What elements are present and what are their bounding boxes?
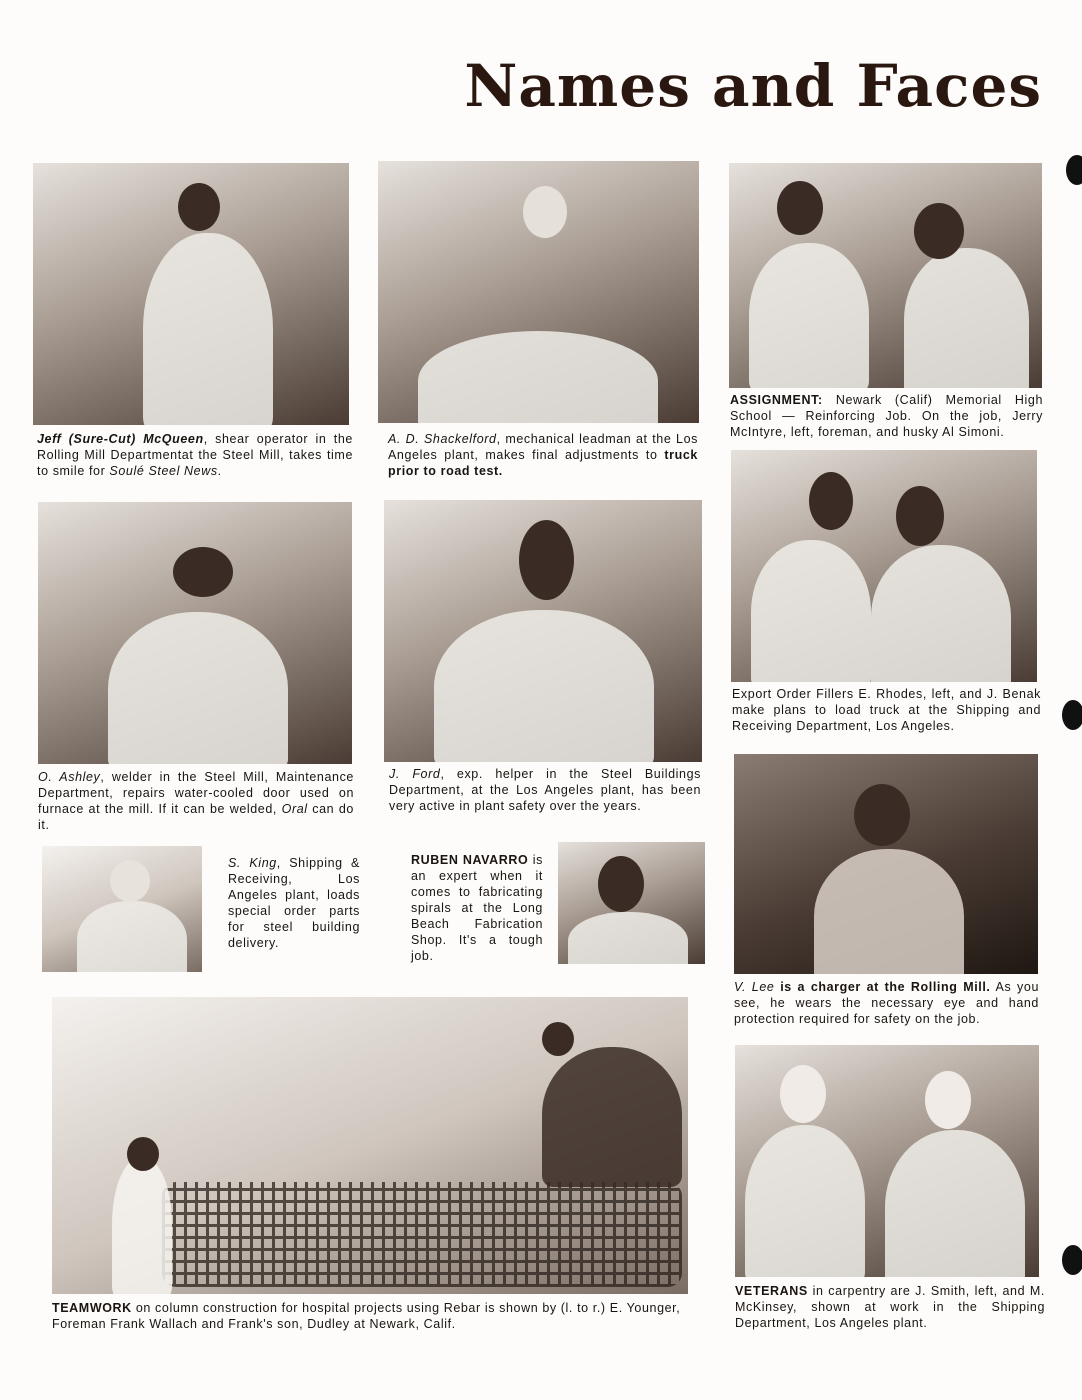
caption-ford: J. Ford, exp. helper in the Steel Buildings Department, at the Los Angeles plant, has been very active in plant safety over the years. bbox=[389, 767, 702, 813]
binder-hole bbox=[1066, 155, 1082, 185]
binder-hole bbox=[1062, 700, 1082, 730]
photo-export bbox=[731, 450, 1037, 682]
caption-shackelford: A. D. Shackelford, mechanical leadman at the Los Angeles plant, makes final adjustments to truck prior to road test. bbox=[388, 432, 699, 478]
photo-navarro bbox=[558, 842, 705, 964]
photo-mcqueen bbox=[33, 163, 349, 425]
photo-ashley bbox=[38, 502, 352, 764]
photo-shackelford bbox=[378, 161, 699, 423]
caption-assignment: ASSIGNMENT: Newark (Calif) Memorial High School — Reinforcing Job. On the job, Jerry McIntyre, left, foreman, and husky Al Simoni. bbox=[730, 393, 1043, 439]
photo-ford bbox=[384, 500, 702, 762]
caption-teamwork: TEAMWORK on column construction for hospital projects using Rebar is shown by (l. to r.) E. Younger, Foreman Frank Wallach and Frank's son, Dudley at Newark, Calif. bbox=[52, 1301, 681, 1331]
binder-hole bbox=[1062, 1245, 1082, 1275]
photo-lee bbox=[734, 754, 1038, 974]
caption-mcqueen: Jeff (Sure-Cut) McQueen, shear operator in the Rolling Mill Departmentat the Steel Mill, takes time to smile for Soulé Steel News. bbox=[37, 432, 353, 478]
caption-king: S. King, Shipping & Receiving, Los Angeles plant, loads special order parts for steel building delivery. bbox=[228, 856, 360, 950]
photo-teamwork bbox=[52, 997, 688, 1294]
page-title: Names and Faces bbox=[464, 52, 1042, 120]
photo-veterans bbox=[735, 1045, 1039, 1277]
caption-navarro: RUBEN NAVARRO is an expert when it comes to fabricating spirals at the Long Beach Fabrication Shop. It's a tough job. bbox=[411, 853, 543, 963]
photo-king bbox=[42, 846, 202, 972]
caption-export: Export Order Fillers E. Rhodes, left, and J. Benak make plans to load truck at the Shipping and Receiving Department, Los Angeles. bbox=[732, 687, 1041, 733]
caption-lee: V. Lee is a charger at the Rolling Mill. As you see, he wears the necessary eye and hand protection required for safety on the job. bbox=[734, 980, 1040, 1026]
photo-assignment bbox=[729, 163, 1042, 388]
caption-veterans: VETERANS in carpentry are J. Smith, left, and M. McKinsey, shown at work in the Shipping Department, Los Angeles plant. bbox=[735, 1284, 1045, 1330]
caption-ashley: O. Ashley, welder in the Steel Mill, Maintenance Department, repairs water-cooled door used on furnace at the mill. If it can be welded, Oral can do it. bbox=[38, 770, 354, 832]
